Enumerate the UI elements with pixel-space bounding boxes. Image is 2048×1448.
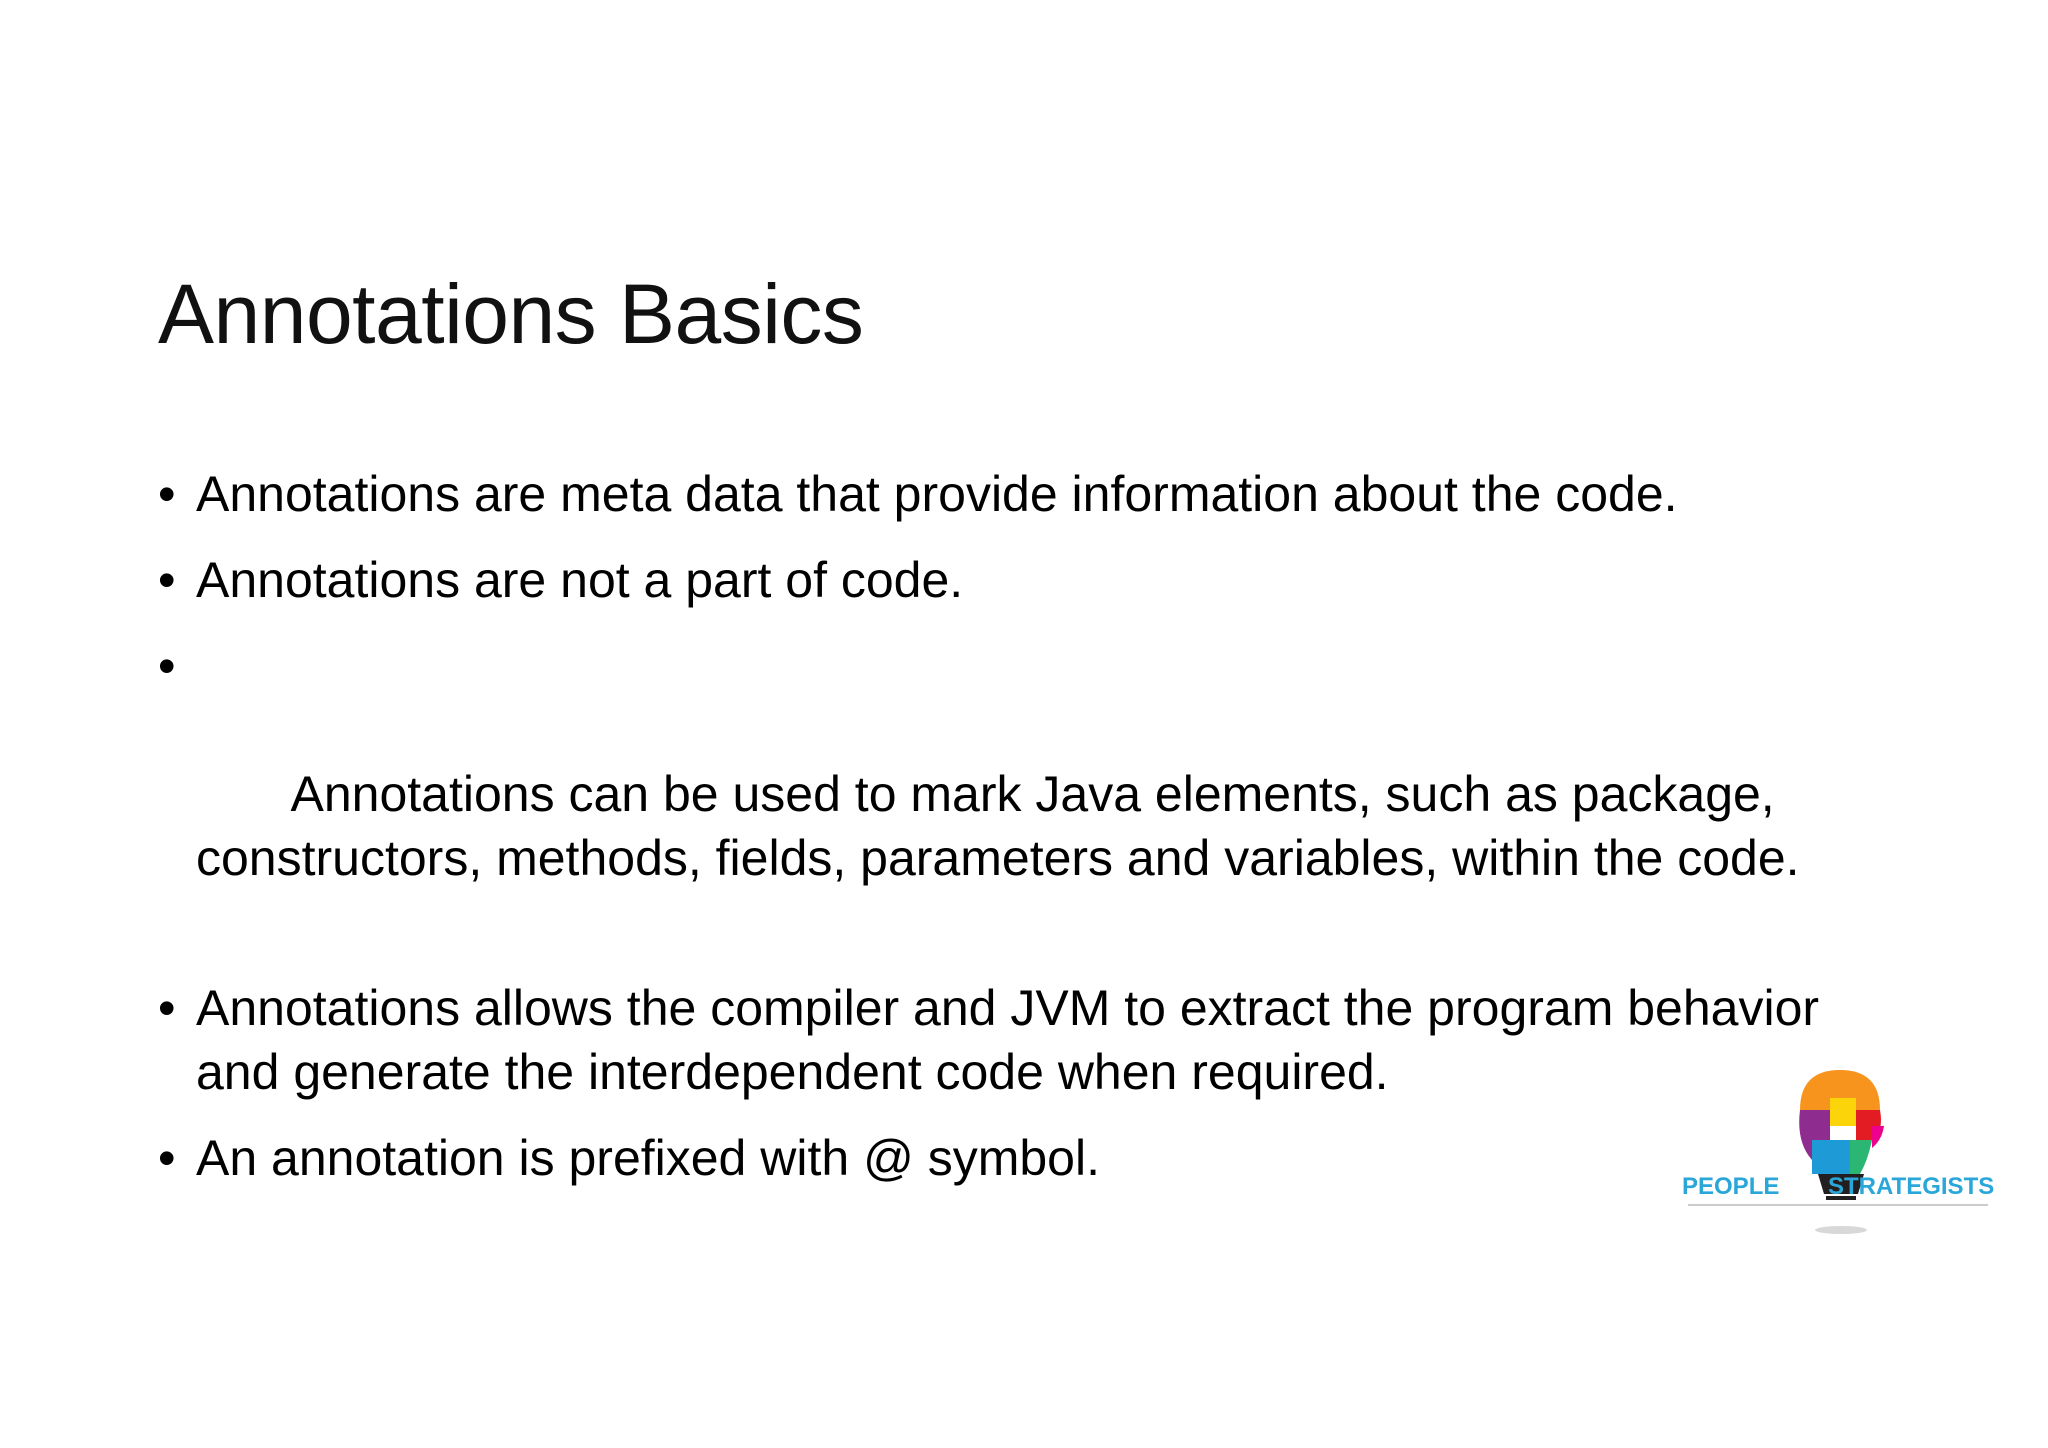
bullet-text: Annotations are meta data that provide information about the code. [196,466,1678,522]
bullet-list [158,462,1898,1212]
bullet-dot-icon: • [158,466,176,522]
bullet-item [158,548,1898,612]
logo-right-word: STRATEGISTS [1828,1173,1995,1200]
bullet-dot-icon: • [158,552,176,608]
bullet-text: Annotations allows the compiler and JVM to extract the program behavior and generate the interdependent code when required. [196,980,1820,1100]
bullet-text: An annotation is prefixed with @ symbol. [196,1130,1100,1186]
logo-left-word: PEOPLE [1682,1173,1780,1200]
bullet-text: Annotations can be used to mark Java elements, such as package, constructors, methods, fields, parameters and variables, within the code. [196,766,1800,886]
people-strategists-logo [1680,1060,2000,1240]
bullet-item [158,976,1898,1104]
bullet-item [158,634,1898,954]
bullet-text: Annotations are not a part of code. [196,552,964,608]
bullet-dot-icon: • [158,1130,176,1186]
bullet-dot-icon: • [158,638,176,694]
lightbulb-logo-icon [1680,1060,2000,1240]
bullet-item [158,1126,1898,1190]
slide-title: Annotations Basics [158,267,864,361]
bullet-dot-icon: • [158,980,176,1036]
bullet-item [158,462,1898,526]
